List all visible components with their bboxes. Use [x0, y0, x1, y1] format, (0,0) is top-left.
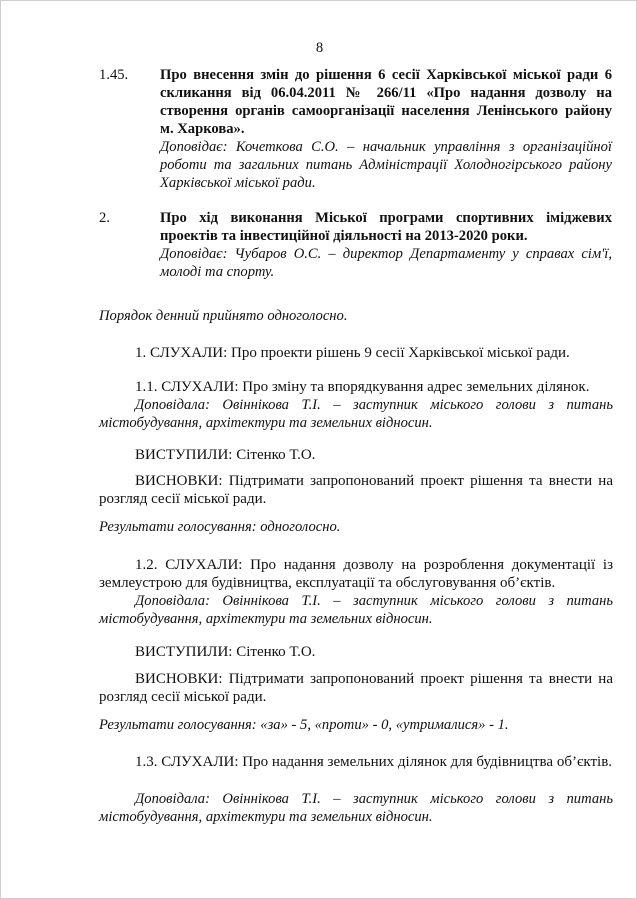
- section-reporter: Доповідала: Овіннікова Т.І. – заступник міського голови з питань містобудування, архітектури та земельних відносин.: [99, 397, 613, 431]
- heard-main-text: 1. СЛУХАЛИ: Про проекти рішень 9 сесії Харківської міської ради.: [135, 345, 570, 361]
- section-heard: 1.1. СЛУХАЛИ: Про зміну та впорядкування адрес земельних ділянок.: [135, 379, 590, 395]
- agenda-item-body: [160, 66, 612, 192]
- agenda-item-speaker: Доповідає: Чубаров О.С. – директор Департаменту у справах сім'ї, молоді та спорту.: [160, 246, 612, 280]
- section-spoke: ВИСТУПИЛИ: Сітенко Т.О.: [135, 447, 316, 463]
- agenda-item-title: Про внесення змін до рішення 6 сесії Харківської міської ради 6 скликання від 06.04.2011 № 266/11 «Про надання дозволу на створення органів самоорганізації населення Ленінського району м. Харкова».: [160, 67, 612, 137]
- section-vote: Результати голосування: одноголосно.: [99, 519, 341, 535]
- section-reporter: Доповідала: Овіннікова Т.І. – заступник міського голови з питань містобудування, архітектури та земельних відносин.: [99, 791, 613, 825]
- section-vote: Результати голосування: «за» - 5, «проти» - 0, «утрималися» - 1.: [99, 717, 509, 733]
- agenda-item-speaker: Доповідає: Кочеткова С.О. – начальник управління з організаційної роботи та загальних питань Адміністрації Холодногірського району Харківської міської ради.: [160, 139, 612, 191]
- agenda-adopted-note: Порядок денний прийнято одноголосно.: [99, 308, 348, 324]
- agenda-item-body: [160, 209, 612, 281]
- agenda-item-title: Про хід виконання Міської програми спортивних іміджевих проектів та інвестиційної діяльності на 2013-2020 роки.: [160, 210, 612, 244]
- section-heard: 1.2. СЛУХАЛИ: Про надання дозволу на розроблення документації із землеустрою для будівництва, експлуатації та обслуговування об’єктів.: [99, 557, 613, 591]
- section-heard: 1.3. СЛУХАЛИ: Про надання земельних ділянок для будівництва об’єктів.: [135, 754, 613, 770]
- section-reporter: Доповідала: Овіннікова Т.І. – заступник міського голови з питань містобудування, архітектури та земельних відносин.: [99, 593, 613, 627]
- agenda-item-number: 1.45.: [99, 67, 129, 83]
- heard-main: [99, 344, 613, 362]
- section-conclusion: ВИСНОВКИ: Підтримати запропонований проект рішення та внести на розгляд сесії міської ради.: [99, 473, 613, 507]
- page-number: 8: [315, 40, 324, 56]
- section-spoke: ВИСТУПИЛИ: Сітенко Т.О.: [135, 644, 316, 660]
- agenda-item-number: 2.: [99, 210, 110, 226]
- section-conclusion: ВИСНОВКИ: Підтримати запропонований проект рішення та внести на розгляд сесії міської ради.: [99, 671, 613, 705]
